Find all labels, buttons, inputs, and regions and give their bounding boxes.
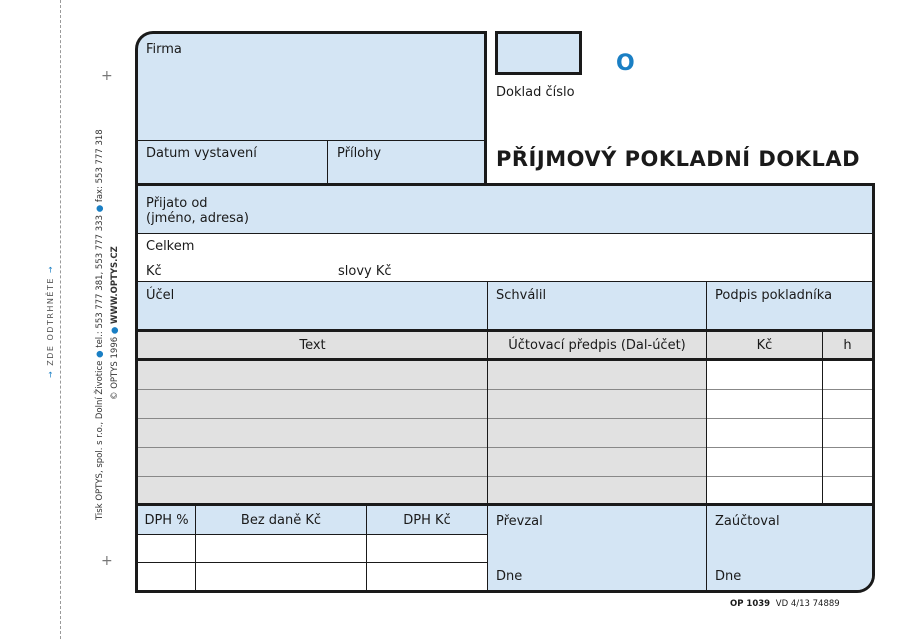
table-row xyxy=(138,476,872,477)
form-code xyxy=(730,599,840,609)
doklad-prefix: O xyxy=(616,51,635,76)
header-text: Text xyxy=(299,338,326,353)
form-code-text: OP 1039 xyxy=(730,599,771,609)
header-uctovaci-predpis: Účtovací předpis (Dal-účet) xyxy=(508,338,686,353)
divider xyxy=(487,282,488,329)
header-kc: Kč xyxy=(756,338,773,353)
h-column[interactable] xyxy=(823,361,872,503)
bullet-icon: ● xyxy=(110,326,120,335)
ucel-label: Účel xyxy=(146,288,175,303)
divider xyxy=(366,506,367,593)
kc-column[interactable] xyxy=(707,361,822,503)
form-version-text: VD 4/13 74889 xyxy=(775,599,840,609)
fax-line: fax: 553 777 318 xyxy=(95,129,105,203)
dph-kc-field[interactable] xyxy=(367,535,487,590)
divider xyxy=(487,506,488,593)
divider xyxy=(706,506,707,593)
podpis-pokladnika-label: Podpis pokladníka xyxy=(715,288,833,303)
header-h: h xyxy=(843,338,852,353)
prevzal-label: Převzal xyxy=(496,514,543,529)
prilohy-field[interactable] xyxy=(328,141,484,186)
bullet-icon: ● xyxy=(95,350,105,358)
prilohy-label: Přílohy xyxy=(337,146,382,161)
header-bez-dane: Bez daně Kč xyxy=(240,513,322,528)
divider xyxy=(706,282,707,329)
divider xyxy=(822,332,823,503)
header-dph-kc: DPH Kč xyxy=(403,513,451,528)
prevzal-dne-label: Dne xyxy=(496,569,523,584)
schvalil-label: Schválil xyxy=(496,288,547,303)
divider xyxy=(487,332,488,503)
uctovaci-predpis-column[interactable] xyxy=(488,361,706,503)
ucel-field[interactable] xyxy=(138,282,487,329)
registration-mark-top: + xyxy=(101,68,113,84)
table-row xyxy=(138,389,872,390)
tear-text: ZDE ODTRHNĚTE xyxy=(46,277,55,366)
kc-label: Kč xyxy=(146,264,162,279)
registration-mark-bottom: + xyxy=(101,553,113,569)
copyright-text: © OPTYS 1996 xyxy=(110,336,120,400)
divider xyxy=(706,332,707,503)
website-text: WWW.OPTYS.CZ xyxy=(110,246,120,325)
header-dph-percent: DPH % xyxy=(144,513,189,528)
table-row xyxy=(138,447,872,448)
dph-percent-field[interactable] xyxy=(138,535,195,590)
celkem-label: Celkem xyxy=(146,239,195,254)
slovy-kc-label: slovy Kč xyxy=(338,264,392,279)
prijato-od-label: Přijato od xyxy=(146,196,208,211)
zauctoval-label: Zaúčtoval xyxy=(715,514,780,529)
text-column[interactable] xyxy=(138,361,487,503)
doklad-cislo-field[interactable] xyxy=(495,31,582,75)
datum-vystaveni-label: Datum vystavení xyxy=(146,146,257,161)
contact-line: tel.: 553 777 381, 553 777 333 xyxy=(95,215,105,348)
printer-line: Tisk OPTYS, spol. s r.o., Dolní Životice xyxy=(95,360,105,520)
arrow-icon: → xyxy=(46,369,55,378)
bullet-icon: ● xyxy=(95,204,105,213)
firma-label: Firma xyxy=(146,42,182,57)
form-title: PŘÍJMOVÝ POKLADNÍ DOKLAD xyxy=(496,147,861,171)
divider xyxy=(195,506,196,593)
datum-vystaveni-field[interactable] xyxy=(138,141,327,186)
zauctoval-dne-label: Dne xyxy=(715,569,742,584)
table-row xyxy=(138,418,872,419)
doklad-cislo-label: Doklad číslo xyxy=(496,85,575,100)
bez-dane-field[interactable] xyxy=(196,535,366,590)
prijato-od-sublabel: (jméno, adresa) xyxy=(146,211,249,226)
celkem-field[interactable] xyxy=(138,234,872,281)
arrow-icon: → xyxy=(46,264,55,274)
main-body xyxy=(135,183,875,593)
